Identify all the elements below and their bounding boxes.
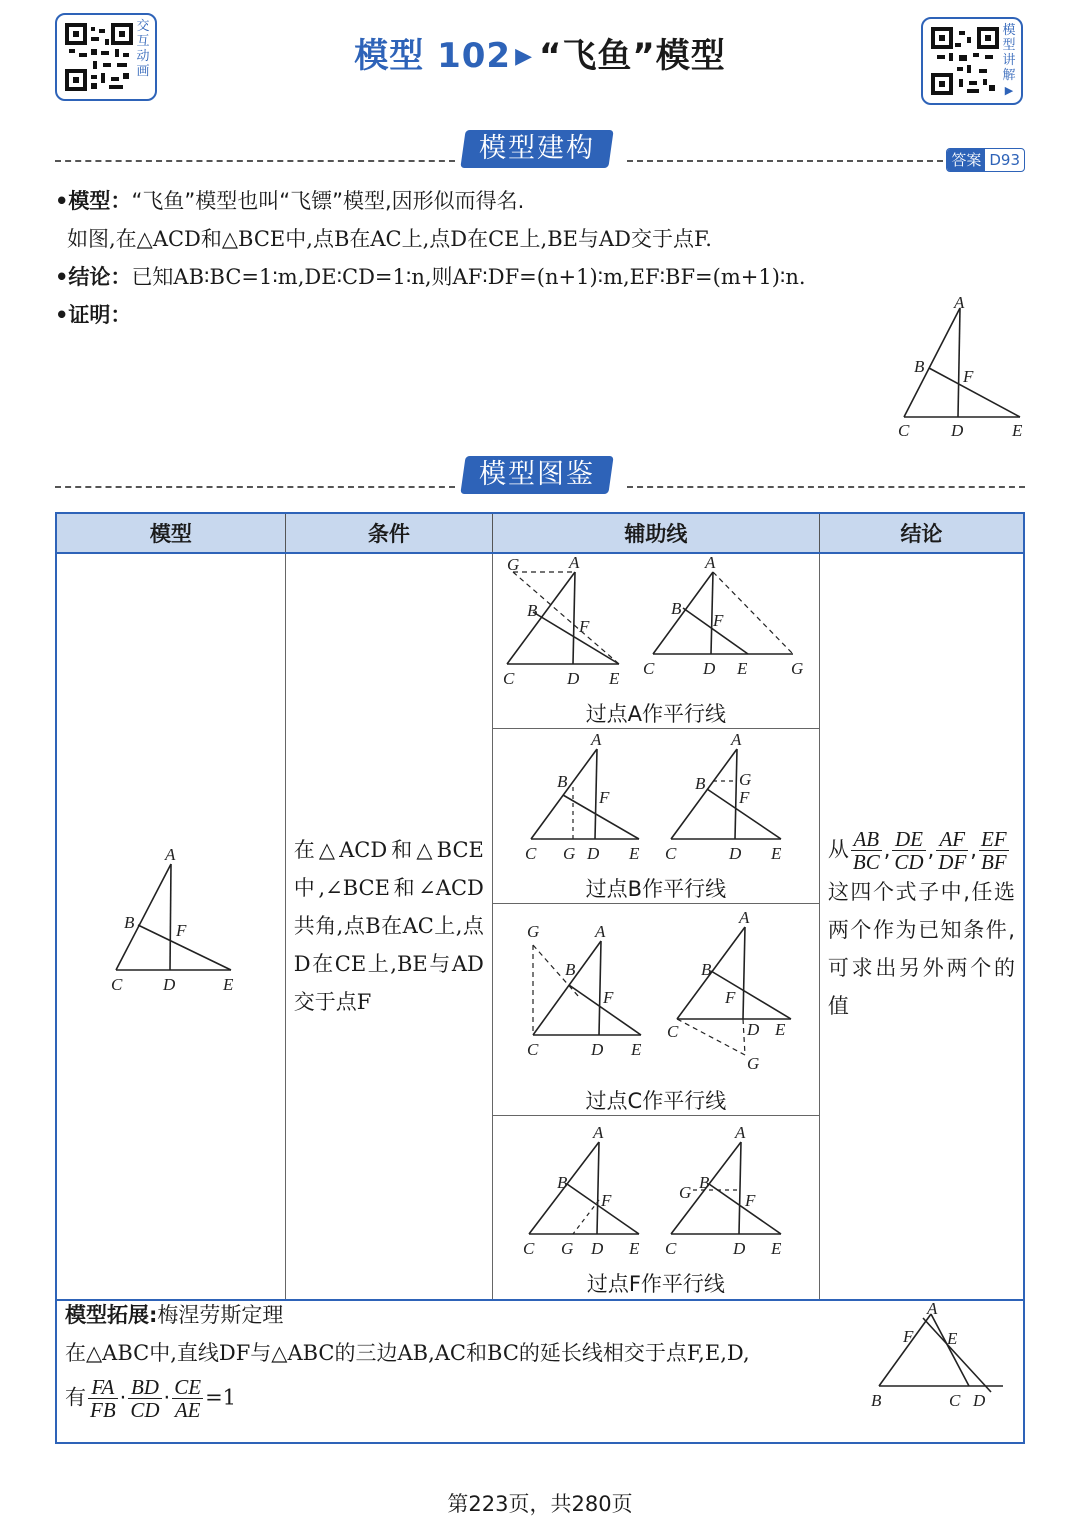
svg-text:G: G (506, 555, 520, 574)
aux-caption-f: 过点F作平行线 (586, 1272, 725, 1297)
svg-text:E: E (608, 669, 620, 688)
svg-text:A: A (590, 730, 602, 749)
point-label: C (898, 421, 910, 440)
extension-title: 模型拓展:梅涅劳斯定理 (65, 1303, 284, 1327)
conclusion-line: •结论：已知AB∶BC=1∶m,DE∶CD=1∶n,则AF∶DF=(n+1)∶m,EF∶BF=(m+1)∶n. (55, 265, 806, 289)
point-label: F (963, 367, 974, 386)
svg-text:E: E (770, 844, 782, 863)
svg-text:G: G (560, 1239, 574, 1259)
svg-text:C: C (664, 1239, 677, 1259)
section-tag: 模型图鉴 (460, 456, 613, 494)
col-header-condition: 条件 (285, 513, 492, 553)
svg-text:A: A (730, 730, 742, 749)
svg-text:C: C (642, 659, 655, 678)
svg-text:D: D (586, 844, 600, 863)
aux-figure-a (493, 554, 819, 694)
aux-cell-c (492, 904, 819, 1116)
model-number: 模型 102 (354, 36, 512, 76)
svg-text:B: B (698, 1173, 710, 1193)
svg-text:C: C (524, 844, 537, 863)
page-title (0, 28, 1080, 77)
svg-text:D: D (162, 975, 176, 995)
aux-cell-b (492, 729, 819, 904)
aux-caption-c: 过点C作平行线 (585, 1088, 727, 1113)
svg-text:E: E (628, 844, 640, 863)
svg-text:G: G (746, 1053, 760, 1073)
svg-text:F: F (578, 617, 590, 636)
svg-text:B: B (871, 1391, 882, 1410)
svg-text:C: C (666, 1021, 679, 1041)
aux-cell-f (492, 1116, 819, 1300)
col-header-model: 模型 (56, 513, 285, 553)
model-cell (56, 553, 285, 1300)
play-circle-icon: ▶ (1004, 84, 1014, 97)
svg-text:C: C (110, 975, 123, 995)
dashed-divider (627, 160, 943, 162)
svg-text:E: E (736, 659, 748, 678)
svg-text:E: E (628, 1239, 640, 1259)
svg-text:A: A (704, 554, 716, 572)
svg-text:A: A (594, 921, 606, 941)
svg-text:B: B (694, 774, 706, 793)
col-header-auxiliary: 辅助线 (492, 513, 819, 553)
qr-code-explanation[interactable] (921, 17, 1023, 105)
svg-text:A: A (738, 907, 750, 927)
svg-text:G: G (738, 770, 752, 789)
svg-text:F: F (600, 1191, 612, 1211)
model-name: “飞鱼”模型 (539, 36, 726, 76)
aux-cell-a (492, 553, 819, 729)
aux-caption-a: 过点A作平行线 (585, 702, 727, 726)
svg-text:F: F (712, 611, 724, 630)
proof-label: •证明： (55, 303, 132, 327)
conclusion-fractions: 从 $\frac{AB}{BC}$ , $\frac{DE}{CD}$ , $\frac{AF}{DF}$ , $\frac{EF}{BF}$ (827, 826, 1007, 874)
dashed-divider (55, 160, 455, 162)
svg-text:F: F (903, 1327, 914, 1346)
svg-text:G: G (526, 921, 540, 941)
aux-caption-b: 过点B作平行线 (585, 877, 727, 901)
svg-text:D: D (746, 1019, 760, 1039)
conclusion-cell (819, 553, 1024, 1300)
svg-text:E: E (222, 975, 234, 995)
svg-text:G: G (678, 1183, 692, 1203)
svg-text:B: B (670, 599, 682, 618)
svg-text:A: A (164, 845, 176, 865)
svg-text:A: A (568, 554, 580, 572)
svg-text:A: A (734, 1123, 746, 1143)
svg-text:C: C (502, 669, 515, 688)
section-tag: 模型建构 (460, 130, 613, 168)
point-label: A (954, 293, 965, 312)
play-arrow-icon: ▶ (515, 44, 534, 69)
conclusion-text: 这四个式子中,任选两个作为已知条件,可求出另外两个的值 (827, 879, 1015, 1018)
condition-cell (285, 553, 492, 1300)
svg-text:D: D (590, 1239, 604, 1259)
svg-text:B: B (700, 959, 712, 979)
qr-left-label: 交互动画 (136, 19, 150, 79)
svg-text:C: C (949, 1391, 961, 1410)
extension-statement: 在△ABC中,直线DF与△ABC的三边AB,AC和BC的延长线相交于点F,E,D, (65, 1341, 750, 1365)
svg-text:E: E (947, 1329, 958, 1348)
svg-text:D: D (732, 1239, 746, 1259)
svg-text:E: E (774, 1019, 786, 1039)
svg-text:G: G (562, 844, 576, 863)
svg-text:D: D (728, 844, 742, 863)
svg-text:A: A (927, 1300, 938, 1318)
qr-code-icon (931, 27, 999, 95)
point-label: E (1012, 421, 1023, 440)
svg-text:B: B (556, 1173, 568, 1193)
svg-text:B: B (123, 913, 135, 933)
qr-right-label: 模型讲解 ▶ (1002, 23, 1016, 97)
section-bar-gallery (55, 456, 1025, 506)
figure-description: 如图,在△ACD和△BCE中,点B在AC上,点D在CE上,BE与AD交于点F. (67, 227, 712, 251)
svg-text:F: F (724, 987, 736, 1007)
aux-figure-b (493, 729, 819, 869)
menelaus-figure (867, 1300, 1017, 1420)
section-bar-construction (55, 130, 1025, 180)
svg-text:F: F (738, 788, 750, 807)
col-header-conclusion: 结论 (819, 513, 1024, 553)
model-gallery-table (55, 512, 1025, 1301)
condition-text: 在△ACD和△BCE中,∠BCE和∠ACD共角,点B在AC上,点D在CE上,BE与AD交于点F (293, 838, 484, 1015)
svg-text:B: B (556, 772, 568, 791)
svg-text:F: F (598, 788, 610, 807)
svg-text:C: C (664, 844, 677, 863)
svg-text:B: B (564, 959, 576, 979)
model-extension (55, 1294, 1025, 1444)
model-figure (96, 844, 246, 1004)
point-label: D (951, 421, 964, 440)
aux-figure-c (493, 905, 819, 1081)
page-footer: 第223页，共280页 (447, 1492, 633, 1516)
svg-text:G: G (790, 659, 804, 678)
svg-text:F: F (744, 1191, 756, 1211)
svg-text:B: B (526, 601, 538, 620)
intro-figure (890, 292, 1040, 442)
svg-text:A: A (592, 1123, 604, 1143)
svg-text:D: D (566, 669, 580, 688)
model-line: •模型：“飞鱼”模型也叫“飞镖”模型,因形似而得名. (55, 189, 525, 213)
aux-figure-f (493, 1116, 819, 1264)
svg-text:C: C (522, 1239, 535, 1259)
dashed-divider (627, 486, 1025, 488)
svg-text:C: C (526, 1039, 539, 1059)
svg-text:D: D (702, 659, 716, 678)
svg-text:F: F (175, 921, 187, 941)
extension-formula: 有 $\frac{FA}{FB}$ · $\frac{BD}{CD}$ · $\frac{CE}{AE}$ =1 (65, 1375, 237, 1422)
svg-text:D: D (973, 1391, 986, 1410)
svg-text:E: E (630, 1039, 642, 1059)
dashed-divider (55, 486, 455, 488)
svg-text:E: E (770, 1239, 782, 1259)
point-label: B (914, 357, 925, 376)
svg-text:F: F (602, 987, 614, 1007)
svg-text:D: D (590, 1039, 604, 1059)
answer-badge: 答案 D93 (946, 148, 1025, 172)
